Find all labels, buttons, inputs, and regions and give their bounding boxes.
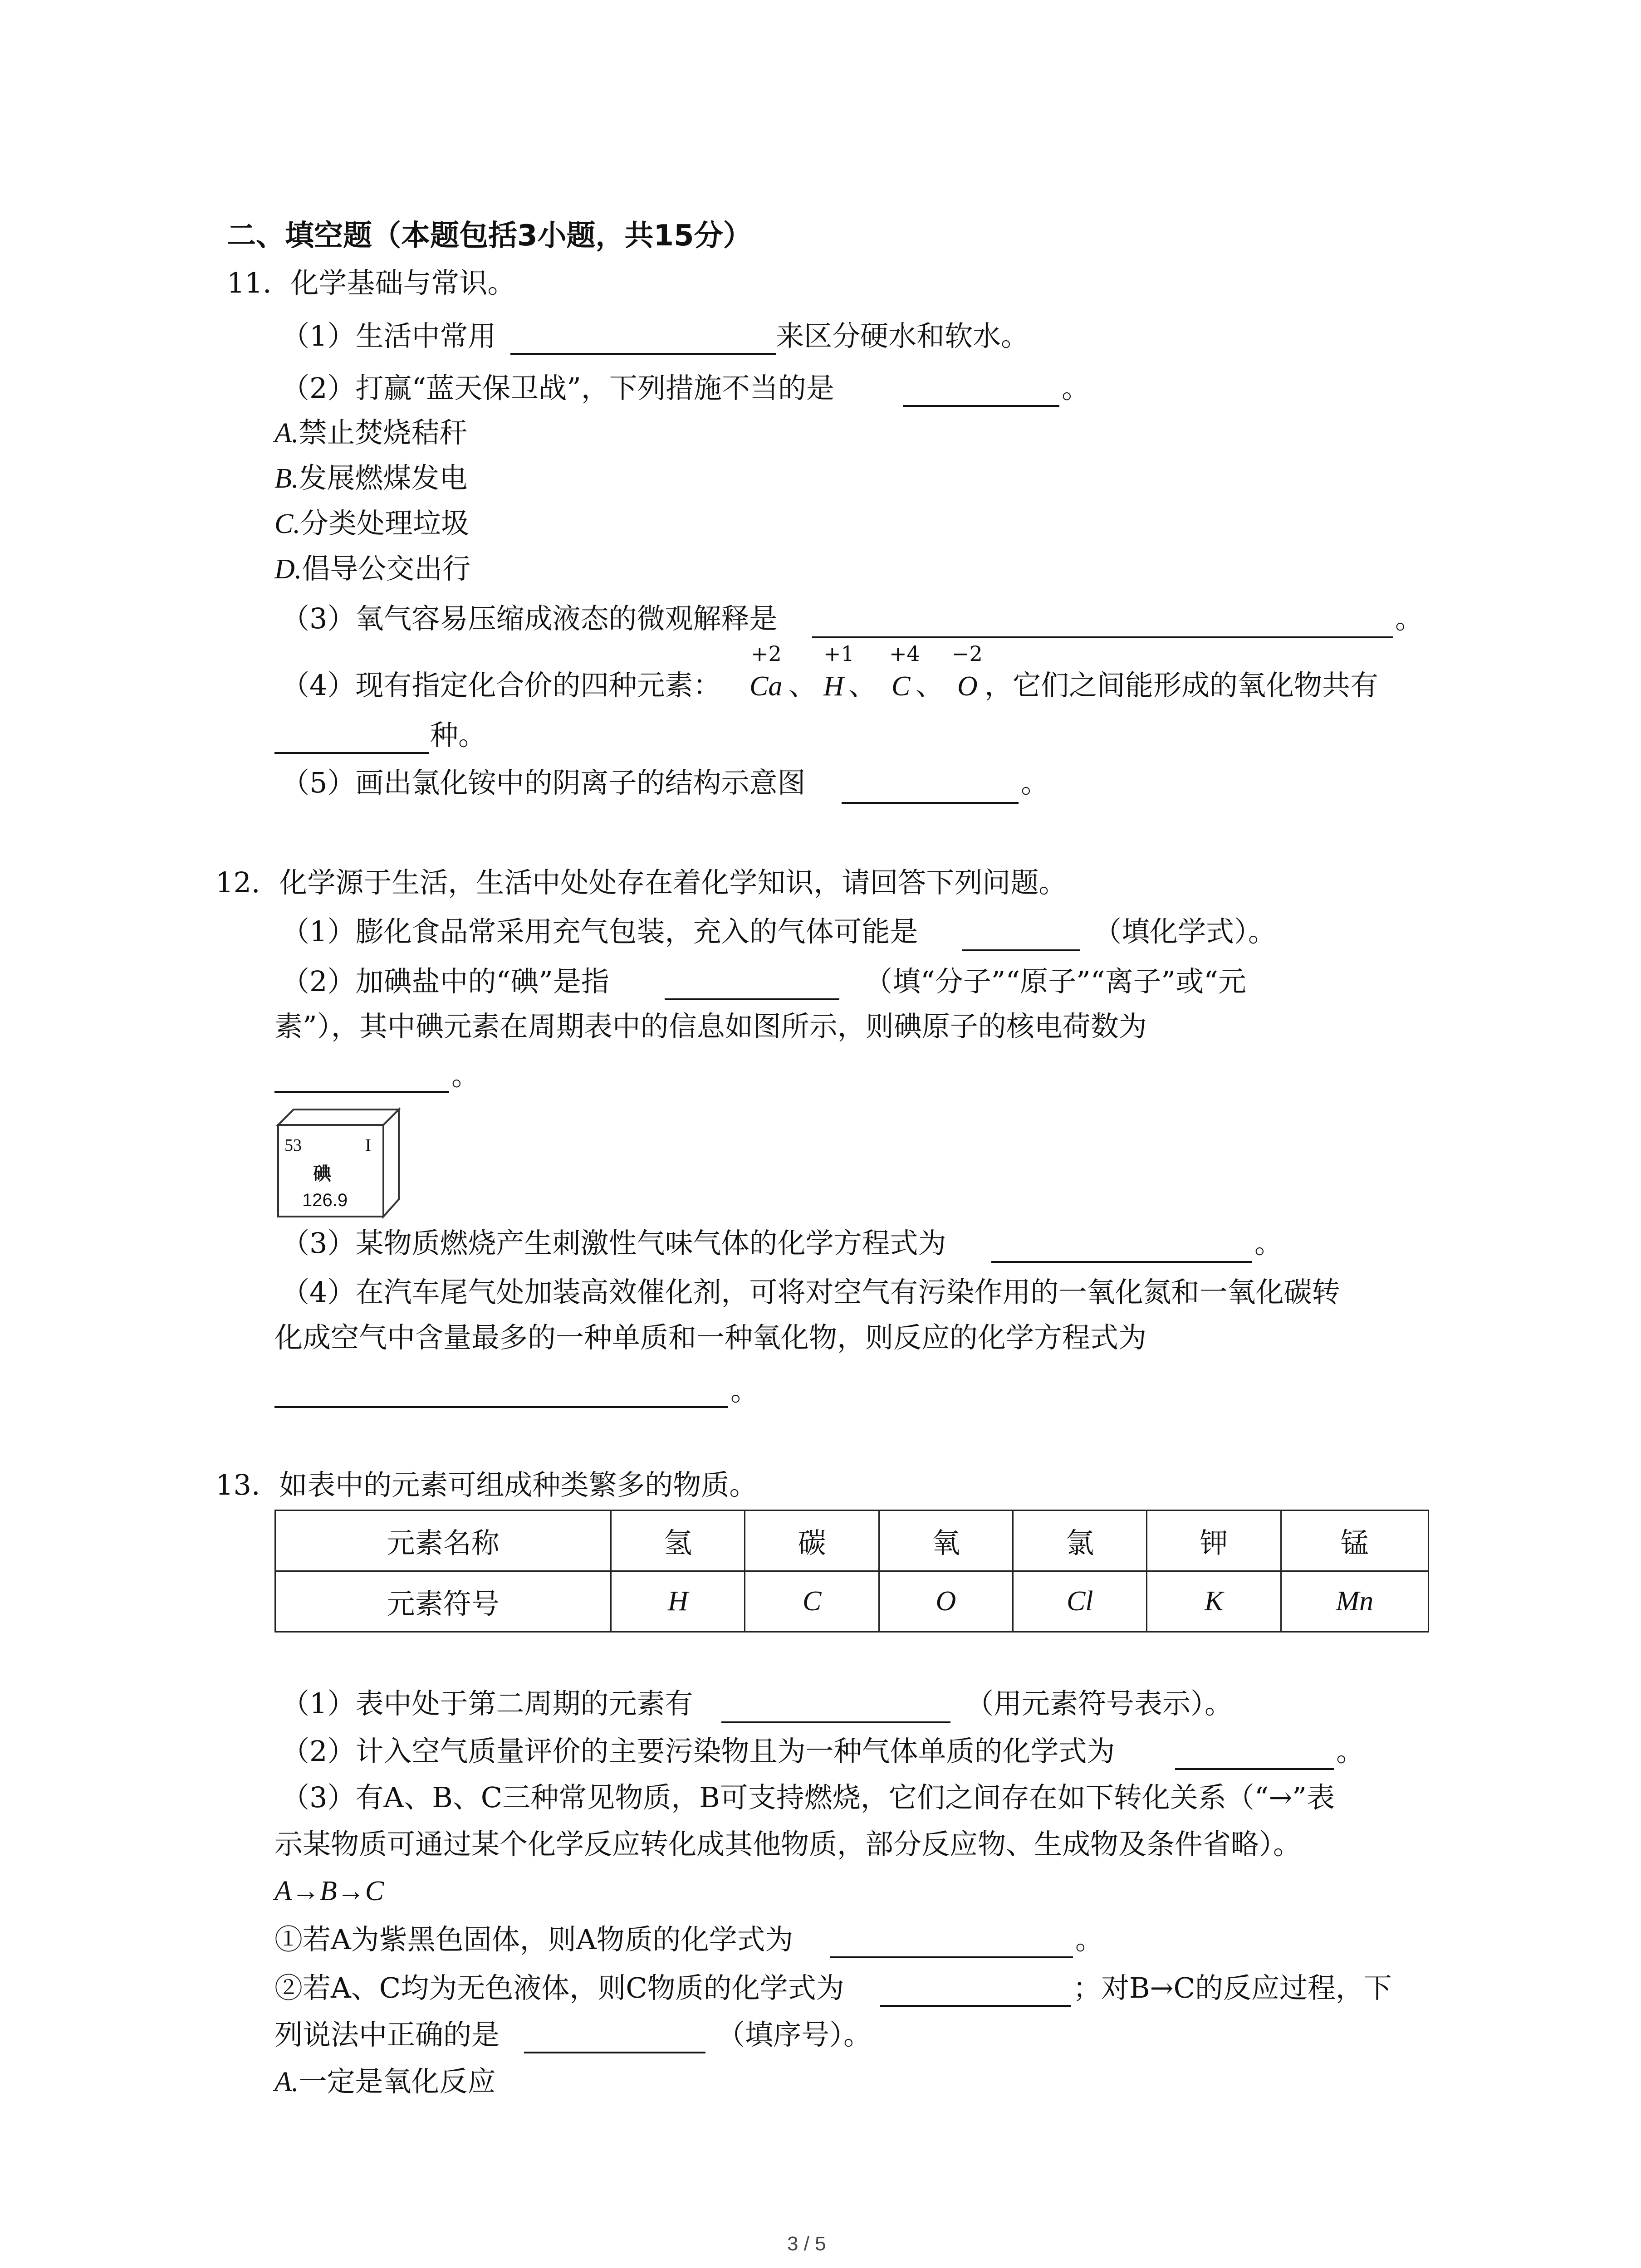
table-cell: 氯 — [1013, 1510, 1147, 1571]
q11-option-d — [274, 552, 471, 585]
q13-sub2-text-line2: 列说法中正确的是 — [274, 2018, 500, 2051]
separator: 、 — [848, 669, 877, 702]
q13-sub2-answer-blank-1[interactable] — [880, 2005, 1071, 2007]
q11-part4-text-cont: ，它们之间能形成的氧化物共有 — [985, 669, 1379, 702]
q11-part1-text: （1）生活中常用 — [281, 319, 496, 352]
atomic-mass: 126.9 — [302, 1190, 348, 1210]
q11-part4-text-end: 种。 — [430, 719, 487, 752]
question-text: 如表中的元素可组成种类繁多的物质。 — [279, 1468, 758, 1501]
table-cell: C — [745, 1571, 879, 1632]
table-row-header: 元素符号 — [275, 1571, 611, 1632]
table-cell: Cl — [1013, 1571, 1147, 1632]
q13-sub1-text: ①若A为紫黑色固体，则A物质的化学式为 — [274, 1923, 794, 1956]
valence-c: +4 — [889, 641, 920, 666]
q11-option-c — [274, 509, 469, 538]
table-cell: 氧 — [879, 1510, 1013, 1571]
question-number: 13. — [216, 1468, 260, 1501]
q12-part4-text-line2: 化成空气中含量最多的一种单质和一种氧化物，则反应的化学方程式为 — [274, 1321, 1147, 1354]
element-table — [274, 1510, 1429, 1633]
q12-part4-text: （4）在汽车尾气处加装高效催化剂，可将对空气有污染作用的一氧化氮和一氧化碳转 — [281, 1276, 1340, 1309]
q13-sub1-answer-blank[interactable] — [830, 1956, 1073, 1958]
q12-part2-text-line2: 素”），其中碘元素在周期表中的信息如图所示，则碘原子的核电荷数为 — [274, 1010, 1147, 1043]
table-cell: 锰 — [1281, 1510, 1428, 1571]
option-text: 一定是氧化反应 — [299, 2065, 496, 2098]
question-13-stem — [216, 1468, 758, 1501]
table-cell: O — [879, 1571, 1013, 1632]
separator: 、 — [789, 669, 817, 702]
q13-part1-answer-blank[interactable] — [721, 1721, 950, 1723]
q12-part1-answer-blank[interactable] — [962, 949, 1080, 951]
table-cell: K — [1147, 1571, 1281, 1632]
option-text: 倡导公交出行 — [302, 552, 471, 585]
q12-part4-answer-blank[interactable] — [274, 1406, 728, 1408]
q12-part2-answer-blank-1[interactable] — [665, 998, 839, 1000]
page-number: 3 / 5 — [787, 2233, 826, 2255]
q13-part2-answer-blank[interactable] — [1175, 1768, 1334, 1770]
table-cell: 碳 — [745, 1510, 879, 1571]
q13-part2-period: 。 — [1336, 1735, 1365, 1768]
q11-part5-period: 。 — [1021, 766, 1049, 799]
q12-part1-text-end: （填化学式）。 — [1093, 915, 1277, 948]
element-name: 碘 — [313, 1163, 331, 1184]
q11-part5-answer-blank[interactable] — [842, 802, 1019, 804]
q11-part3-answer-blank[interactable] — [812, 636, 1393, 638]
option-letter: B. — [274, 463, 299, 494]
q11-part4-answer-blank[interactable] — [274, 752, 429, 754]
q11-option-a — [274, 416, 468, 449]
table-row — [275, 1571, 1429, 1632]
option-letter: A. — [274, 418, 299, 449]
q12-part4-period: 。 — [730, 1374, 759, 1407]
q12-part2-text: （2）加碘盐中的“碘”是指 — [281, 965, 609, 998]
section-header: 二、填空题（本题包括3小题，共15分） — [227, 219, 752, 253]
q11-part3-text: （3）氧气容易压缩成液态的微观解释是 — [281, 602, 778, 635]
q11-part2-text: （2）打赢“蓝天保卫战”，下列措施不当的是 — [281, 371, 834, 405]
question-number: 11. — [227, 266, 272, 299]
option-text: 分类处理垃圾 — [300, 507, 469, 540]
option-letter: D. — [274, 554, 302, 585]
element-symbol: I — [365, 1136, 371, 1155]
question-11-stem — [227, 266, 516, 299]
table-row — [275, 1510, 1429, 1571]
q13-option-a — [274, 2065, 496, 2098]
atomic-number: 53 — [284, 1136, 302, 1155]
element-o: O — [957, 671, 978, 702]
question-text: 化学基础与常识。 — [290, 266, 516, 299]
q11-part1-text-end: 来区分硬水和软水。 — [776, 319, 1029, 352]
q11-part2-period: 。 — [1062, 371, 1090, 405]
table-cell: 钾 — [1147, 1510, 1281, 1571]
q13-sub2-answer-blank-2[interactable] — [524, 2052, 705, 2053]
valence-h: +1 — [823, 641, 854, 666]
table-cell: H — [611, 1571, 745, 1632]
transformation-chain: A→B→C — [274, 1876, 384, 1906]
table-cell: Mn — [1281, 1571, 1428, 1632]
question-text: 化学源于生活，生活中处处存在着化学知识，请回答下列问题。 — [279, 866, 1067, 899]
element-ca: Ca — [749, 671, 783, 702]
q13-sub2-text-end: （填序号）。 — [717, 2018, 872, 2051]
q12-part3-period: 。 — [1254, 1227, 1283, 1260]
q13-part3-text-line2: 示某物质可通过某个化学反应转化成其他物质，部分反应物、生成物及条件省略）。 — [274, 1828, 1302, 1861]
q13-part3-text: （3）有A、B、C三种常见物质，B可支持燃烧，它们之间存在如下转化关系（“→”表 — [281, 1781, 1335, 1814]
q11-part2-answer-blank[interactable] — [903, 405, 1059, 407]
q11-part3-period: 。 — [1395, 602, 1424, 635]
q12-part2-text-cont: （填“分子”“原子”“离子”或“元 — [864, 965, 1246, 998]
option-letter: C. — [274, 508, 300, 539]
q11-part4-text: （4）现有指定化合价的四种元素： — [281, 669, 721, 702]
table-cell: 氢 — [611, 1510, 745, 1571]
q13-part2-text: （2）计入空气质量评价的主要污染物且为一种气体单质的化学式为 — [281, 1735, 1115, 1768]
table-row-header: 元素名称 — [275, 1510, 611, 1571]
separator: 、 — [916, 669, 944, 702]
q11-option-b — [274, 461, 468, 494]
q12-part3-text: （3）某物质燃烧产生刺激性气味气体的化学方程式为 — [281, 1227, 946, 1260]
question-12-stem — [216, 866, 1067, 899]
question-number: 12. — [216, 866, 260, 899]
q11-part5-text: （5）画出氯化铵中的阴离子的结构示意图 — [281, 766, 806, 799]
q12-part1-text: （1）膨化食品常采用充气包装，充入的气体可能是 — [281, 915, 918, 948]
q12-part3-answer-blank[interactable] — [991, 1261, 1252, 1263]
valence-ca: +2 — [751, 641, 782, 666]
option-letter: A. — [274, 2067, 299, 2097]
option-text: 发展燃煤发电 — [299, 461, 468, 494]
q13-sub2-text-cont: ；对B→C的反应过程，下 — [1073, 1971, 1392, 2004]
valence-o: −2 — [952, 641, 983, 666]
q13-sub1-period: 。 — [1075, 1923, 1104, 1956]
element-h: H — [823, 671, 844, 702]
q11-part1-answer-blank[interactable] — [510, 353, 776, 355]
q12-part2-answer-blank-2[interactable] — [274, 1091, 449, 1093]
q13-part1-text: （1）表中处于第二周期的元素有 — [281, 1687, 693, 1720]
element-c: C — [892, 671, 911, 702]
q12-part2-period: 。 — [451, 1059, 480, 1092]
q13-part1-text-end: （用元素符号表示）。 — [965, 1687, 1233, 1720]
option-text: 禁止焚烧秸秆 — [299, 416, 468, 449]
q13-sub2-text: ②若A、C均为无色液体，则C物质的化学式为 — [274, 1971, 844, 2004]
